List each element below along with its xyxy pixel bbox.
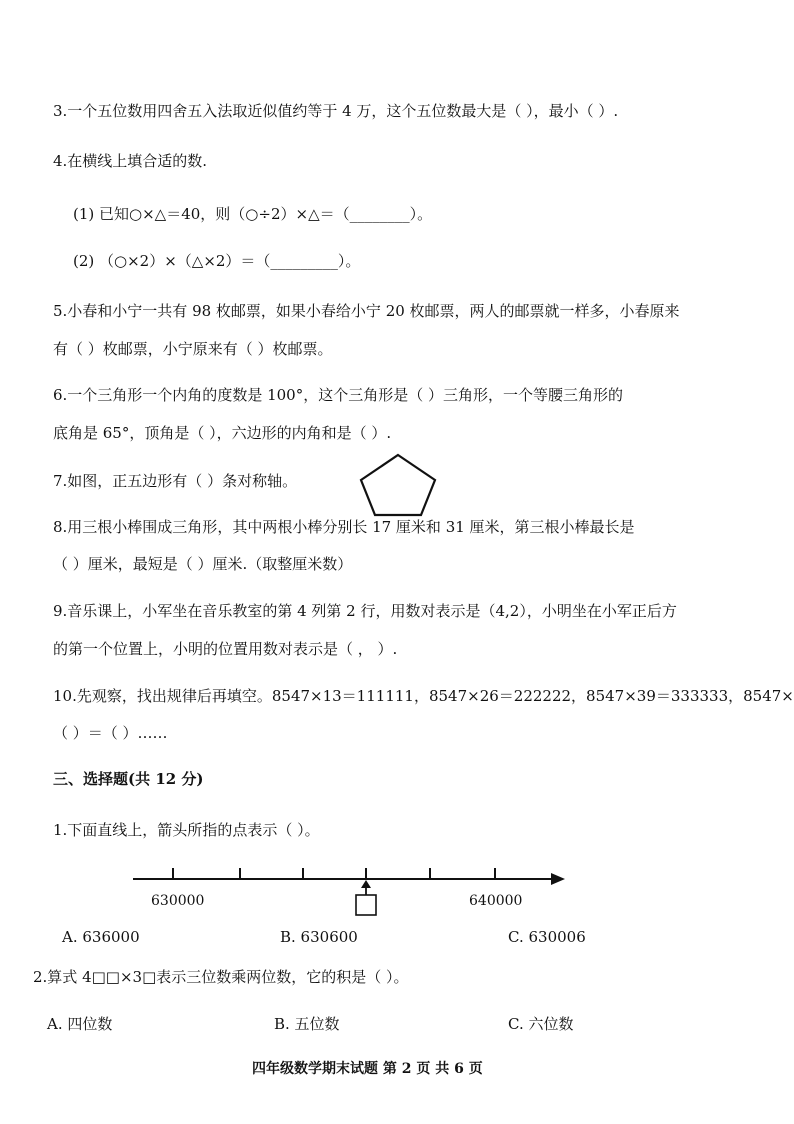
- tick-label-640000: 640000: [469, 893, 523, 909]
- question-10-line-1: 10.先观察，找出规律后再填空。8547×13＝111111，8547×26＝222222，8547×39＝333333，8547×: [53, 687, 794, 705]
- pentagon-figure: [358, 452, 438, 518]
- question-8-line-1: 8.用三根小棒围成三角形，其中两根小棒分别长 17 厘米和 31 厘米，第三根小棒最长是: [53, 518, 635, 536]
- number-line-arrowhead: [551, 873, 565, 885]
- question-9-line-1: 9.音乐课上，小军坐在音乐教室的第 4 列第 2 行，用数对表示是（4,2），小明坐在小军正后方: [53, 602, 677, 620]
- question-6-line-1: 6.一个三角形一个内角的度数是 100°，这个三角形是（ ）三角形，一个等腰三角形的: [53, 386, 623, 404]
- question-5-line-1: 5.小春和小宁一共有 98 枚邮票，如果小春给小宁 20 枚邮票，两人的邮票就一样多，小春原来: [53, 302, 680, 320]
- mc2-option-a: A. 四位数: [47, 1015, 113, 1033]
- question-5-line-2: 有（ ）枚邮票，小宁原来有（ ）枚邮票。: [53, 340, 333, 358]
- question-6-line-2: 底角是 65°，顶角是（ ），六边形的内角和是（ ）.: [53, 424, 392, 442]
- section-title-choice: 三、选择题(共 12 分): [53, 770, 204, 788]
- mc1-option-c: C. 630006: [508, 928, 586, 946]
- mc2-option-b: B. 五位数: [274, 1015, 340, 1033]
- number-line: [125, 862, 570, 922]
- mc1-option-a: A. 636000: [62, 928, 140, 946]
- question-4-intro: 4.在横线上填合适的数.: [53, 152, 208, 170]
- mc2-option-c: C. 六位数: [508, 1015, 574, 1033]
- regular-pentagon: [361, 455, 435, 515]
- question-4-part-1: (1) 已知○×△＝40，则（○÷2）×△＝（________）。: [73, 205, 433, 223]
- question-7: 7.如图，正五边形有（ ）条对称轴。: [53, 472, 298, 490]
- page-footer: 四年级数学期末试题 第 2 页 共 6 页: [252, 1061, 483, 1077]
- question-9-line-2: 的第一个位置上，小明的位置用数对表示是（ ， ）.: [53, 640, 398, 658]
- answer-box: [356, 895, 376, 915]
- mc-question-2: 2.算式 4□□×3□表示三位数乘两位数，它的积是（ ）。: [33, 968, 409, 986]
- mc1-option-b: B. 630600: [280, 928, 358, 946]
- question-4-part-2: (2) （○×2）×（△×2）＝（_________）。: [73, 252, 361, 270]
- question-8-line-2: （ ）厘米，最短是（ ）厘米.（取整厘米数）: [53, 555, 353, 573]
- question-10-line-2: （ ）＝（ ）……: [53, 724, 168, 742]
- mc-question-1: 1.下面直线上，箭头所指的点表示（ ）。: [53, 821, 320, 839]
- pointer-arrow-head: [361, 880, 371, 888]
- question-3: 3.一个五位数用四舍五入法取近似值约等于 4 万，这个五位数最大是（ ），最小（ ）.: [53, 102, 619, 120]
- tick-label-630000: 630000: [151, 893, 205, 909]
